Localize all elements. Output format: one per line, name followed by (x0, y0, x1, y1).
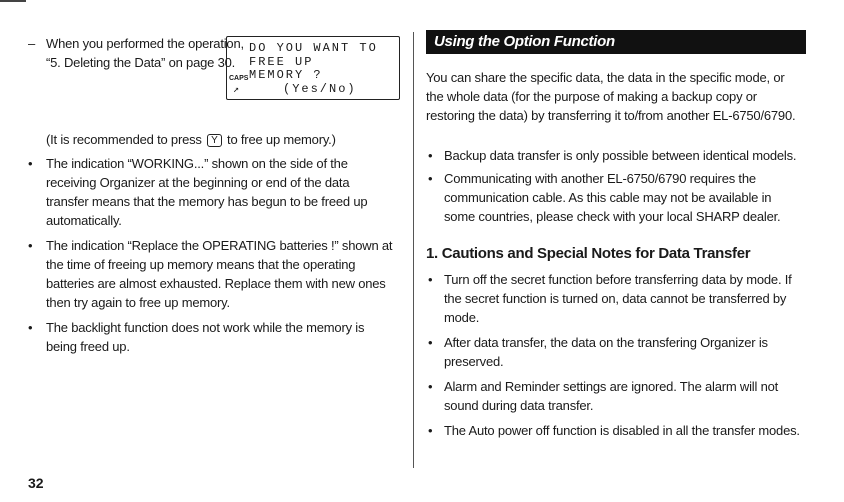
list-item: • Communicating with another EL-6750/6790 requires the communication cable. As this cable may not be available in some countries, please check with your local SHARP dealer. (426, 169, 802, 226)
list-item: • The indication “WORKING...” shown on the side of the receiving Organizer at the beginning or end of the data transfer means that the memory has begun to be freed up automatically. (26, 154, 394, 230)
lcd-cursor-icon: ↗ (233, 85, 242, 96)
corner-crop-mark (0, 0, 26, 2)
lcd-caps-indicator: CAPS (229, 75, 249, 82)
list-item: • Alarm and Reminder settings are ignored. The alarm will not sound during data transfer. (426, 377, 802, 415)
lcd-line-1: DO YOU WANT TO (249, 41, 378, 55)
right-bullet-list-bottom (426, 270, 802, 446)
left-bullet-list (26, 154, 394, 362)
lcd-display-illustration (226, 36, 400, 100)
lcd-line-4: (Yes/No) (283, 82, 357, 96)
section-heading: 1. Cautions and Special Notes for Data Transfer (426, 245, 751, 262)
list-item: • The indication “Replace the OPERATING batteries !” shown at the time of freeing up memory means that the operating batteries are almost exhausted. Replace them with new ones then try again to free up memory. (26, 236, 394, 312)
recommendation-note (46, 130, 396, 149)
dash-marker: – (28, 36, 36, 51)
dash-item-text: When you performed the operation, “5. Deleting the Data” on page 30. (46, 36, 244, 70)
section-banner: Using the Option Function (426, 30, 806, 54)
list-item: • After data transfer, the data on the transfering Organizer is preserved. (426, 333, 802, 371)
intro-paragraph: You can share the specific data, the data in the specific mode, or the whole data (for the purpose of making a backup copy or restoring the data) by transferring it to/from another EL-6750/6790. (426, 70, 796, 123)
lcd-line-2: FREE UP (249, 55, 314, 69)
column-divider (413, 32, 414, 468)
recommend-suffix: to free up memory.) (227, 132, 336, 147)
list-item: • Backup data transfer is only possible between identical models. (426, 146, 802, 165)
lcd-line-3: MEMORY ? (249, 68, 323, 82)
list-item: • The backlight function does not work while the memory is being freed up. (26, 318, 394, 356)
list-item: • Turn off the secret function before transferring data by mode. If the secret function is turned on, data cannot be transferred by mode. (426, 270, 802, 327)
right-bullet-list-top (426, 146, 802, 230)
list-item: • The Auto power off function is disabled in all the transfer modes. (426, 421, 802, 440)
dash-list-item (28, 34, 246, 72)
y-key-icon: Y (207, 134, 221, 147)
recommend-prefix: (It is recommended to press (46, 132, 202, 147)
page-number: 32 (28, 475, 44, 491)
